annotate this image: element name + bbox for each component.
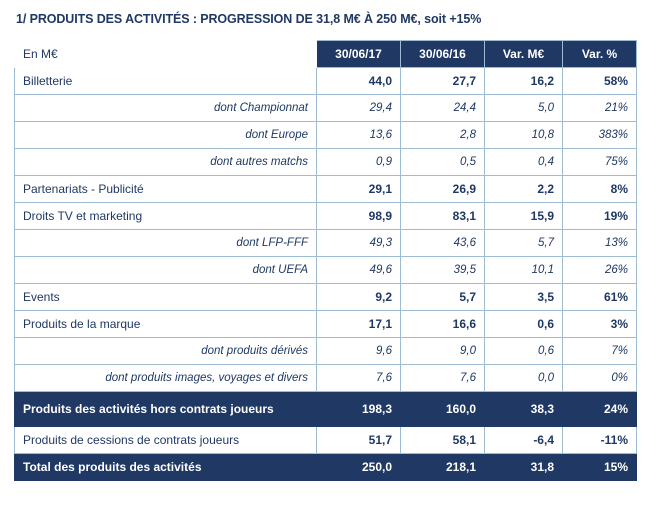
cell-var-pct: 3% [563, 311, 637, 338]
row-label: dont Championnat [15, 95, 317, 122]
table-row [15, 68, 637, 95]
cell-2016: 2,8 [401, 122, 485, 149]
table-row [15, 284, 637, 311]
row-label: Partenariats - Publicité [15, 176, 317, 203]
cell-var-eur: -6,4 [485, 427, 563, 454]
cell-2017: 7,6 [317, 365, 401, 392]
row-label: dont produits images, voyages et divers [15, 365, 317, 392]
cell-var-eur: 5,7 [485, 230, 563, 257]
cell-2016: 83,1 [401, 203, 485, 230]
column-header-var-pct: Var. % [563, 41, 637, 68]
cell-2017: 0,9 [317, 149, 401, 176]
cell-2016: 7,6 [401, 365, 485, 392]
cell-2017: 9,2 [317, 284, 401, 311]
cell-var-pct: 61% [563, 284, 637, 311]
table-row [15, 257, 637, 284]
table-header [15, 41, 637, 68]
cell-var-pct: 75% [563, 149, 637, 176]
cell-2016: 58,1 [401, 427, 485, 454]
row-label: dont autres matchs [15, 149, 317, 176]
row-label: dont UEFA [15, 257, 317, 284]
cell-2016: 0,5 [401, 149, 485, 176]
cell-2016: 218,1 [401, 454, 485, 481]
cell-2017: 98,9 [317, 203, 401, 230]
table-row [15, 338, 637, 365]
cell-2016: 39,5 [401, 257, 485, 284]
cell-var-pct: 19% [563, 203, 637, 230]
cell-var-eur: 10,8 [485, 122, 563, 149]
cell-var-eur: 5,0 [485, 95, 563, 122]
cell-var-pct: 0% [563, 365, 637, 392]
table-row [15, 311, 637, 338]
cell-2017: 51,7 [317, 427, 401, 454]
row-label: dont Europe [15, 122, 317, 149]
cell-2016: 43,6 [401, 230, 485, 257]
cell-var-eur: 3,5 [485, 284, 563, 311]
table-row [15, 149, 637, 176]
cell-2016: 26,9 [401, 176, 485, 203]
row-label: dont produits dérivés [15, 338, 317, 365]
page-title: 1/ PRODUITS DES ACTIVITÉS : PROGRESSION DE 31,8 M€ À 250 M€, soit +15% [16, 12, 482, 26]
cell-2017: 49,3 [317, 230, 401, 257]
table-row [15, 203, 637, 230]
table-body [15, 68, 637, 481]
cell-var-pct: 21% [563, 95, 637, 122]
column-header-2017: 30/06/17 [317, 41, 401, 68]
cell-var-pct: 24% [563, 392, 637, 427]
column-header-var-eur: Var. M€ [485, 41, 563, 68]
cell-var-pct: 383% [563, 122, 637, 149]
financial-table [14, 40, 637, 481]
cell-var-eur: 0,6 [485, 338, 563, 365]
cell-var-eur: 2,2 [485, 176, 563, 203]
table-row [15, 365, 637, 392]
row-label: Events [15, 284, 317, 311]
cell-2016: 27,7 [401, 68, 485, 95]
table-row-total [15, 454, 637, 481]
table-row [15, 95, 637, 122]
table-row [15, 230, 637, 257]
row-label: Billetterie [15, 68, 317, 95]
cell-2017: 29,1 [317, 176, 401, 203]
table-row [15, 427, 637, 454]
row-label: Total des produits des activités [15, 454, 317, 481]
cell-2016: 9,0 [401, 338, 485, 365]
table-row [15, 176, 637, 203]
cell-2017: 9,6 [317, 338, 401, 365]
cell-2017: 250,0 [317, 454, 401, 481]
row-label: Produits des activités hors contrats joueurs [15, 392, 317, 427]
cell-var-eur: 0,6 [485, 311, 563, 338]
table-row-subtotal [15, 392, 637, 427]
cell-2017: 17,1 [317, 311, 401, 338]
cell-var-pct: 58% [563, 68, 637, 95]
row-label: Produits de cessions de contrats joueurs [15, 427, 317, 454]
row-label: Droits TV et marketing [15, 203, 317, 230]
cell-var-eur: 15,9 [485, 203, 563, 230]
cell-2017: 29,4 [317, 95, 401, 122]
column-header-2016: 30/06/16 [401, 41, 485, 68]
cell-var-eur: 0,4 [485, 149, 563, 176]
cell-var-pct: 15% [563, 454, 637, 481]
column-header-unit: En M€ [15, 41, 317, 68]
cell-var-pct: 7% [563, 338, 637, 365]
cell-var-eur: 0,0 [485, 365, 563, 392]
cell-var-eur: 16,2 [485, 68, 563, 95]
cell-2016: 16,6 [401, 311, 485, 338]
cell-2016: 5,7 [401, 284, 485, 311]
cell-2017: 13,6 [317, 122, 401, 149]
table-header-row [15, 41, 637, 68]
cell-var-pct: -11% [563, 427, 637, 454]
table-row [15, 122, 637, 149]
cell-var-pct: 26% [563, 257, 637, 284]
cell-var-eur: 10,1 [485, 257, 563, 284]
cell-var-pct: 13% [563, 230, 637, 257]
cell-2016: 160,0 [401, 392, 485, 427]
cell-2017: 198,3 [317, 392, 401, 427]
row-label: Produits de la marque [15, 311, 317, 338]
cell-var-eur: 38,3 [485, 392, 563, 427]
cell-2016: 24,4 [401, 95, 485, 122]
row-label: dont LFP-FFF [15, 230, 317, 257]
cell-2017: 49,6 [317, 257, 401, 284]
cell-var-pct: 8% [563, 176, 637, 203]
cell-2017: 44,0 [317, 68, 401, 95]
cell-var-eur: 31,8 [485, 454, 563, 481]
